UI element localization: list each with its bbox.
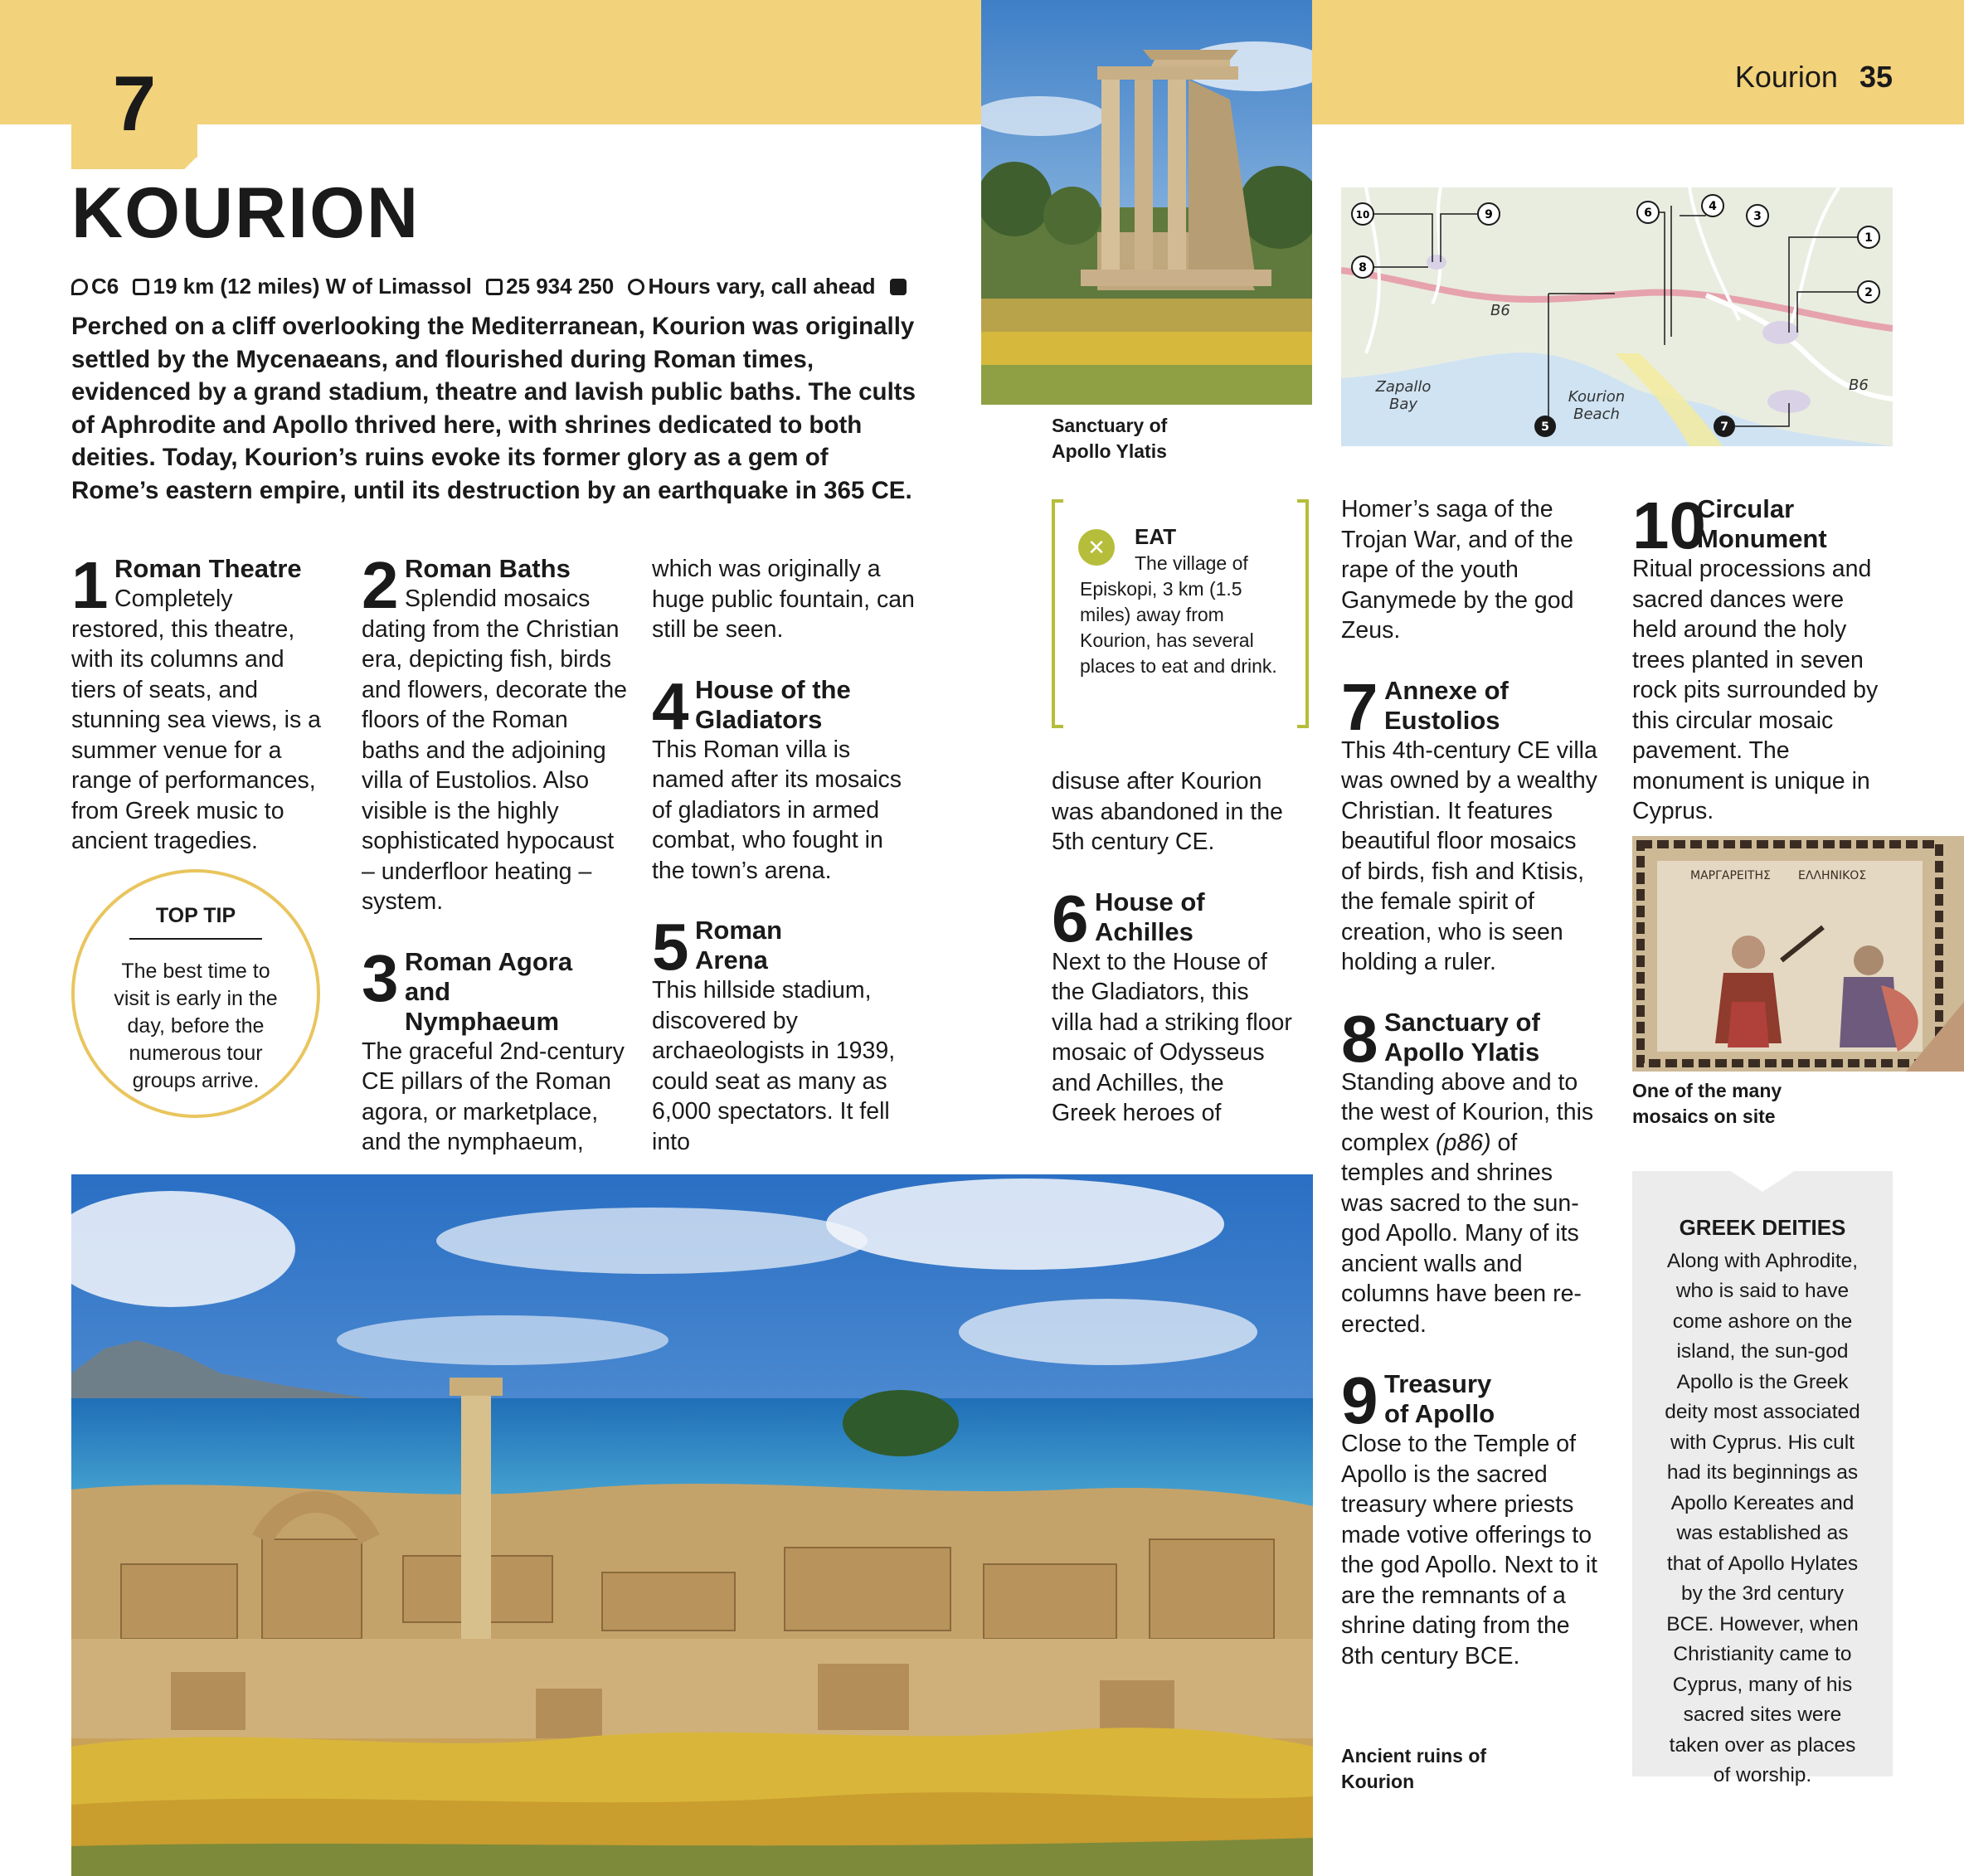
map-marker-6: [1637, 202, 1659, 223]
column-5: [1341, 494, 1600, 1701]
mosaic-label-left: ΜΑΡΓΑΡΕΙΤΗΣ: [1690, 869, 1771, 882]
page-reference: (p86): [1436, 1129, 1491, 1156]
svg-text:7: 7: [1720, 420, 1728, 434]
hours: Hours vary, call ahead: [648, 274, 876, 299]
mosaic-photo: [1632, 836, 1964, 1072]
map-marker-7: [1714, 416, 1735, 437]
entry-text-continued: disuse after Kourion was abandoned in the 5th century CE.: [1052, 768, 1283, 855]
accessibility-icon: [890, 279, 907, 295]
clock-icon: [628, 279, 644, 295]
mosaic-caption: One of the many mosaics on site: [1632, 1080, 1782, 1127]
top-tip-heading: TOP TIP: [155, 904, 236, 927]
entry-number: 8: [1341, 1001, 1378, 1076]
eat-bracket-left: [1052, 499, 1063, 728]
page-number: 35: [1859, 60, 1893, 94]
map-marker-1: [1858, 226, 1879, 248]
map-label-road-b6: B6: [1490, 302, 1510, 319]
ruins-photo: [71, 1174, 1313, 1876]
eat-bracket-right: [1297, 499, 1309, 728]
svg-text:6: 6: [1644, 207, 1652, 220]
intro-text: Perched on a cliff overlooking the Mediterranean, Kourion was originally settled by the Mycenaeans, and flourished during Roman times, evidenced by a grand stadium, theatre and lavish public baths. The cults of Aphrodite and Apollo thrived here, with shrines dedicated to both deities. Today, Kourion’s ruins evoke its former glory as a gem of Rome’s eastern empire, until its destruction by an earthquake in 365 CE.: [71, 313, 916, 504]
entry-text-continued: Homer’s saga of the Trojan War, and of the rape of the youth Ganymede by the god Zeus.: [1341, 496, 1574, 644]
sanctuary-caption: Sanctuary of Apollo Ylatis: [1052, 415, 1168, 462]
greek-deities-sidebar: [1632, 1171, 1893, 1786]
column-3: [652, 554, 919, 1187]
fork-knife-icon: ✕: [1078, 529, 1115, 566]
sidebar-tab-notch: [1729, 1170, 1796, 1192]
entry-number: 5: [652, 910, 689, 984]
entry-text: This Roman villa is named after its mosaics of gladiators in armed combat, who fought in the town’s arena.: [652, 736, 902, 884]
svg-text:4: 4: [1709, 200, 1717, 213]
phone: 25 934 250: [506, 274, 615, 299]
map-marker-2: [1858, 281, 1879, 303]
map-marker-9: [1478, 203, 1500, 225]
sanctuary-photo: [981, 0, 1312, 405]
entry-roman-arena: [652, 910, 919, 1157]
entry-number: 1: [71, 548, 109, 622]
svg-text:5: 5: [1541, 420, 1549, 434]
entry-number: 4: [652, 668, 689, 743]
top-tip-text: The best time to visit is early in the day, before the numerous tour groups arrive.: [114, 960, 278, 1092]
entry-number: 6: [1052, 881, 1089, 955]
entry-number: 2: [362, 548, 399, 622]
page-title: KOURION: [71, 173, 421, 253]
entry-text: This 4th-century CE villa was owned by a wealthy Christian. It features beautiful floor mosaics of birds, fish and Ktisis, the female spirit of creation, who is seen holding a ruler.: [1341, 736, 1597, 975]
svg-text:10: 10: [1355, 209, 1370, 221]
entry-text: Next to the House of the Gladiators, this villa had a striking floor mosaic of Odysseus and Achilles, the Greek heroes of: [1052, 948, 1292, 1126]
top-tip-divider: [129, 938, 262, 940]
entry-title: Sanctuary of Apollo Ylatis: [1384, 1007, 1540, 1067]
distance: 19 km (12 miles) W of Limassol: [153, 274, 472, 299]
entry-title: Roman Theatre: [114, 554, 302, 583]
chapter-number: 7: [71, 0, 197, 158]
svg-text:8: 8: [1359, 261, 1367, 275]
entry-title: Circular Monument: [1697, 494, 1827, 553]
entry-house-of-achilles: [1052, 881, 1292, 1129]
entry-title: Roman Arena: [695, 916, 783, 974]
entry-number: 3: [362, 940, 399, 1015]
entry-sanctuary-apollo: [1341, 1001, 1600, 1340]
svg-text:3: 3: [1753, 210, 1762, 223]
entry-text: Completely restored, this theatre, with its columns and tiers of seats, and stunning sea views, is a summer venue for a range of performances, from Greek music to ancient tragedies.: [71, 586, 321, 854]
entry-roman-theatre: [71, 548, 328, 857]
entry-title: House of Achilles: [1095, 887, 1205, 946]
entry-text: Standing above and to the west of Kourion, this complex (p86) of temples and shrines was sacred to the sun-god Apollo. Many of its ancient walls and columns have been re-erected.: [1341, 1068, 1594, 1338]
phone-icon: [486, 279, 503, 295]
site-map: [1341, 187, 1893, 446]
entry-title: Roman Agora and Nymphaeum: [405, 946, 573, 1036]
entry-title: Roman Baths: [405, 554, 571, 583]
svg-text:9: 9: [1485, 208, 1493, 221]
map-label-road-b6-east: B6: [1849, 377, 1869, 394]
column-4: [1052, 766, 1292, 1159]
eat-box: [1052, 499, 1309, 728]
eat-text: The village of Episkopi, 3 km (1.5 miles) away from Kourion, has several places to eat and drink.: [1080, 552, 1277, 677]
svg-text:1: 1: [1864, 231, 1873, 245]
entry-text: Ritual processions and sacred dances were held around the holy trees planted in seven rock pits surrounded by this circular mosaic pavement. The monument is unique in Cyprus.: [1632, 556, 1879, 824]
info-bar: [71, 274, 910, 299]
top-tip: [71, 869, 320, 1118]
entry-roman-baths: [362, 548, 629, 917]
map-label-bay: Zapallo Bay: [1375, 378, 1432, 413]
running-head: [1735, 60, 1893, 95]
mosaic-label-right: ΕΛΛΗΝΙΚΟΣ: [1798, 869, 1867, 882]
entry-annexe-of-eustolios: [1341, 669, 1600, 978]
section-name: Kourion: [1734, 60, 1838, 94]
entry-number: 7: [1341, 669, 1378, 744]
column-1: [71, 548, 328, 887]
entry-title: House of the Gladiators: [695, 674, 851, 734]
entry-text-continued: which was originally a huge public fountain, can still be seen.: [652, 556, 915, 643]
entry-house-of-gladiators: [652, 668, 919, 887]
sidebar-heading: GREEK DEITIES: [1679, 1215, 1846, 1240]
map-marker-8: [1352, 256, 1373, 278]
map-marker-4: [1702, 195, 1723, 216]
sidebar-text: Along with Aphrodite, who is said to have come ashore on the island, the sun-god Apollo is the Greek deity most associated with Cyprus. His cult had its beginnings as Apollo Kereates and was established as that of Apollo Hylates by the 3rd century BCE. However, when Christianity came to Cyprus, many of his sacred sites were taken over as places of worship.: [1665, 1249, 1860, 1786]
map-pin-icon: [71, 279, 88, 295]
entry-roman-agora: [362, 940, 629, 1158]
column-6: [1632, 488, 1893, 857]
entry-number: 10: [1632, 488, 1706, 562]
map-marker-3: [1747, 205, 1768, 226]
map-label-beach: Kourion Beach: [1568, 388, 1626, 423]
entry-title: Annexe of Eustolios: [1384, 675, 1509, 735]
svg-text:2: 2: [1864, 286, 1873, 299]
grid-ref: C6: [91, 274, 119, 299]
column-2: [362, 548, 629, 1188]
entry-text: This hillside stadium, discovered by archaeologists in 1939, could seat as many as 6,000 spectators. It fell into: [652, 977, 896, 1155]
eat-heading: EAT: [1135, 524, 1177, 549]
entry-text: Close to the Temple of Apollo is the sacred treasury where priests made votive offerings to the god Apollo. Next to it are the remnants of a shrine dating from the 8th century BCE.: [1341, 1431, 1597, 1669]
entry-text: Splendid mosaics dating from the Christian era, depicting fish, birds and flowers, decorate the floors of the Roman baths and the adjoining villa of Eustolios. Also visible is the highly sophisticated hypocaust – underfloor heating – system.: [362, 586, 628, 915]
entry-circular-monument: [1632, 488, 1893, 827]
map-marker-5: [1534, 416, 1556, 437]
entry-treasury-apollo: [1341, 1363, 1600, 1671]
ruins-caption: Ancient ruins of Kourion: [1341, 1745, 1487, 1792]
entry-text: The graceful 2nd-century CE pillars of the Roman agora, or marketplace, and the nymphaeum,: [362, 1038, 625, 1155]
entry-title: Treasury of Apollo: [1384, 1369, 1495, 1428]
entry-number: 9: [1341, 1363, 1378, 1437]
map-marker-10: [1352, 203, 1373, 225]
home-icon: [133, 279, 149, 295]
